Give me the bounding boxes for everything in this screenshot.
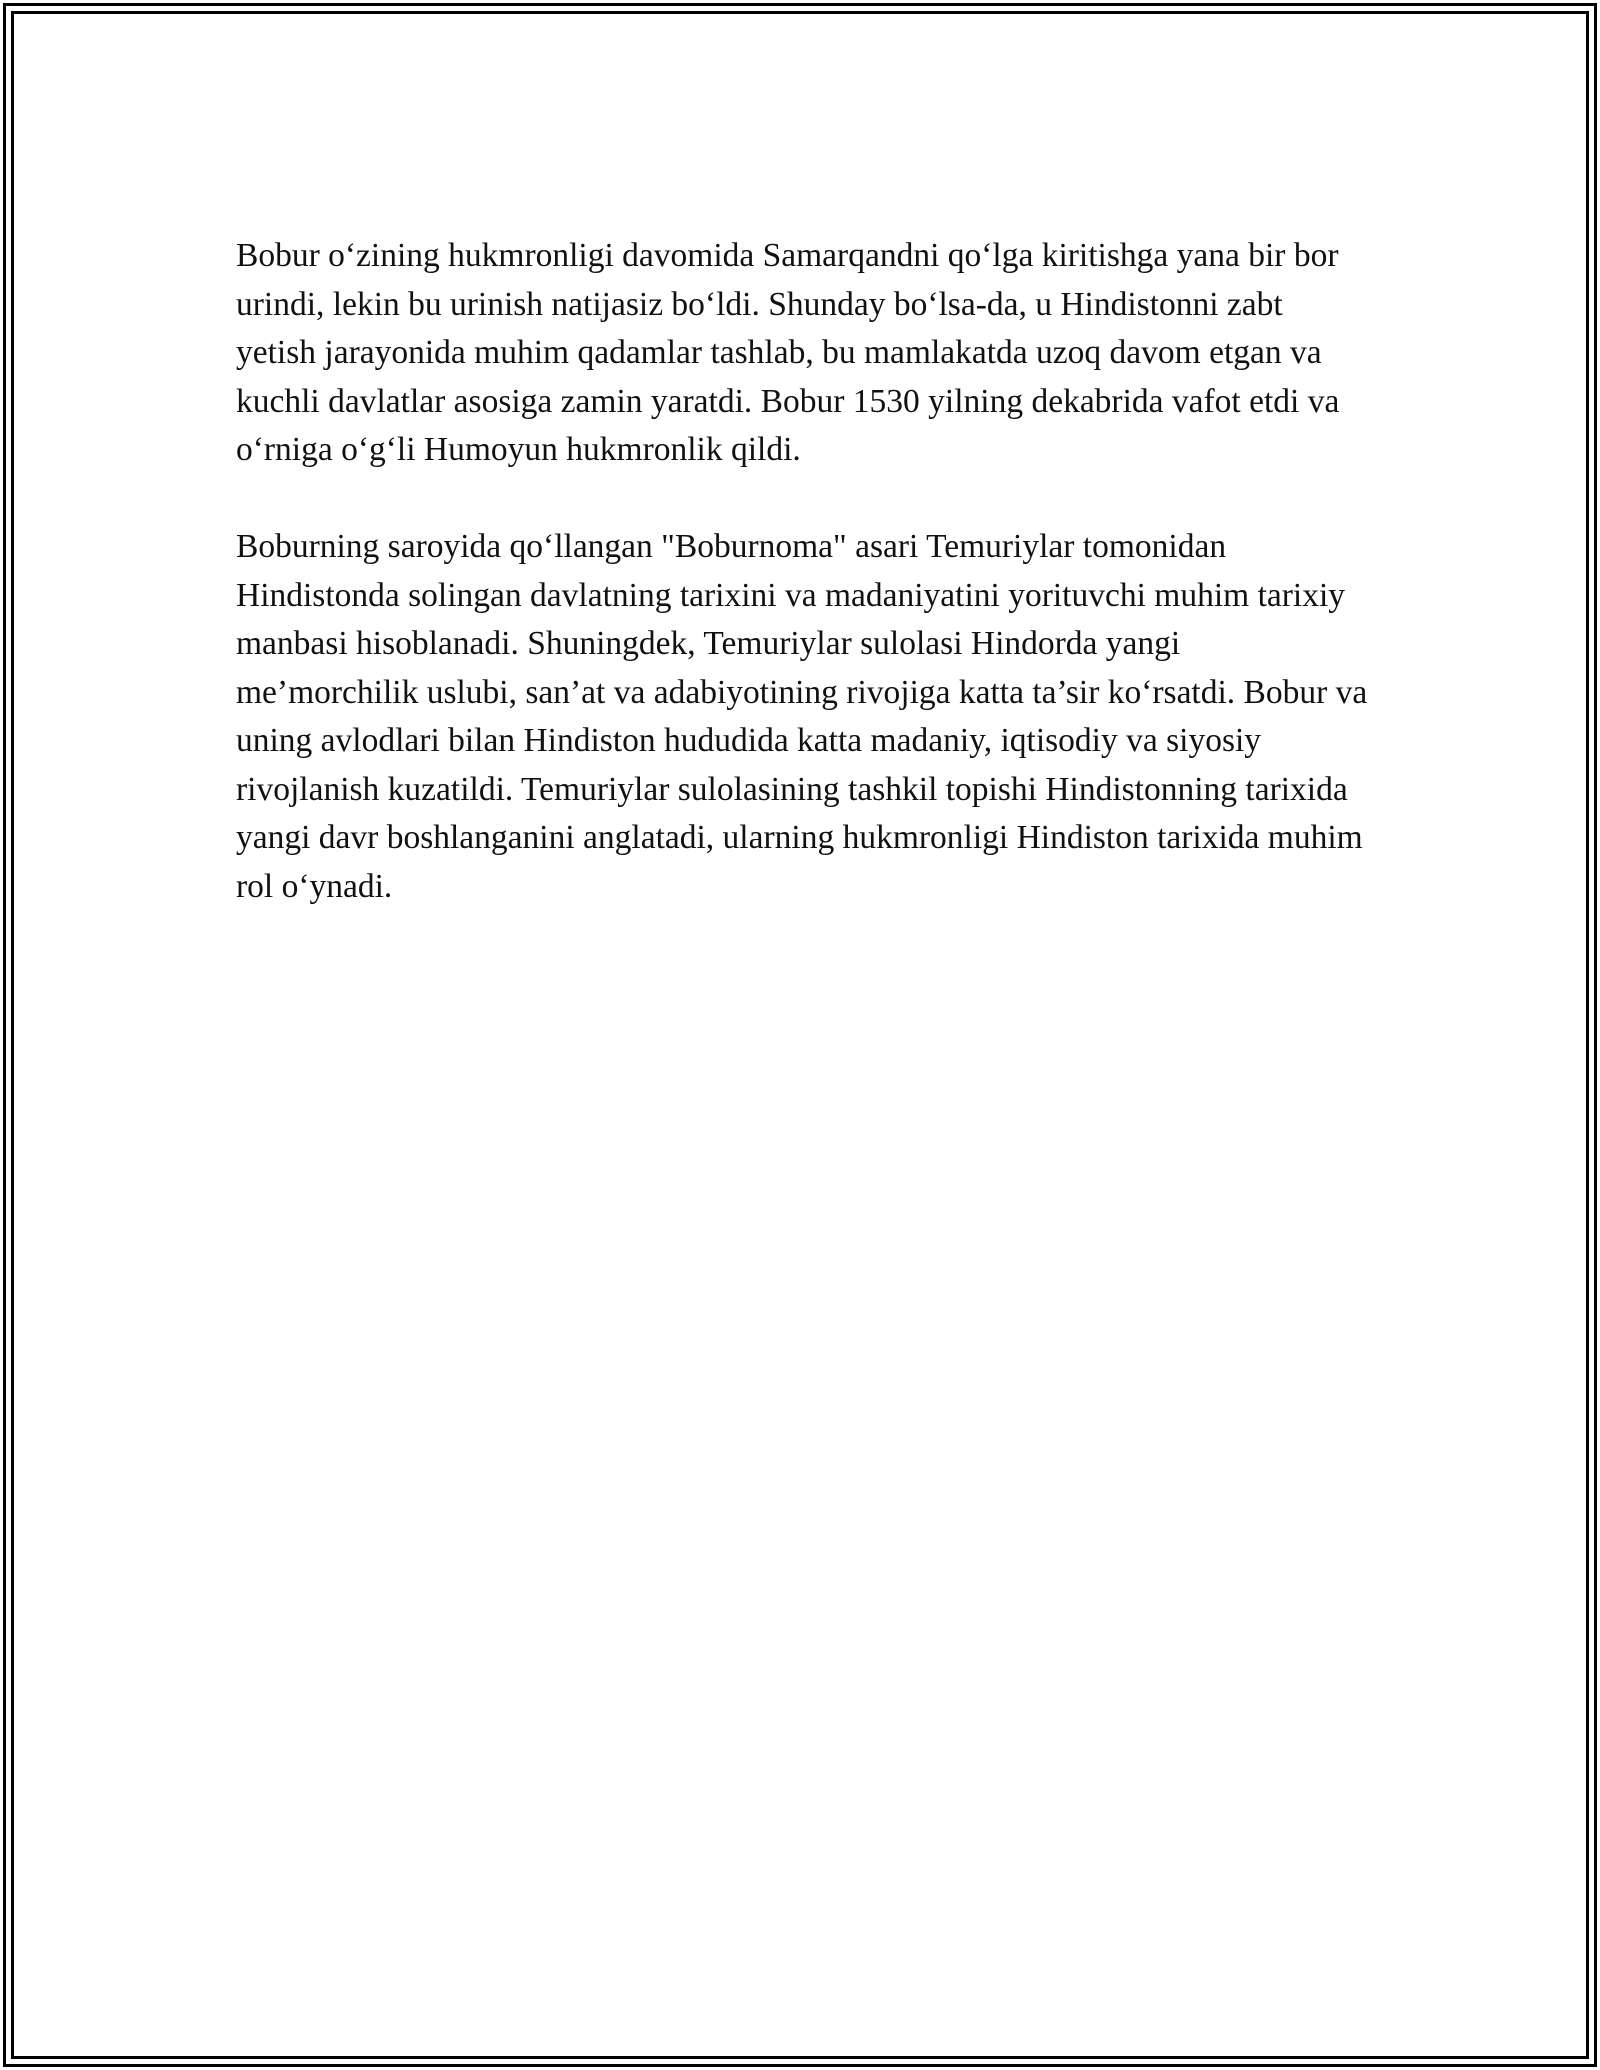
paragraph-1: Bobur o‘zining hukmronligi davomida Samarqandni qo‘lga kiritishga yana bir bor urindi, lekin bu urinish natijasiz bo‘ldi. Shunday bo‘lsa-da, u Hindistonni zabt yetish jarayonida muhim qadamlar tashlab, bu mamlakatda uzoq davom etgan va kuchli davlatlar asosiga zamin yaratdi. Bobur 1530 yilning dekabrida vafot etdi va o‘rniga o‘g‘li Humoyun hukmronlik qildi. <box>236 237 1340 468</box>
paragraph-2: Boburning saroyida qo‘llangan "Boburnoma" asari Temuriylar tomonidan Hindistonda solingan davlatning tarixini va madaniyatini yorituvchi muhim tarixiy manbasi hisoblanadi. Shuningdek, Temuriylar sulolasi Hindorda yangi me’morchilik uslubi, san’at va adabiyotining rivojiga katta ta’sir ko‘rsatdi. Bobur va uning avlodlari bilan Hindiston hududida katta madaniy, iqtisodiy va siyosiy rivojlanish kuzatildi. Temuriylar sulolasining tashkil topishi Hindistonning tarixida yangi davr boshlanganini anglatadi, ularning hukmronligi Hindiston tarixida muhim rol o‘ynadi. <box>236 528 1368 905</box>
document-body <box>236 232 1368 960</box>
